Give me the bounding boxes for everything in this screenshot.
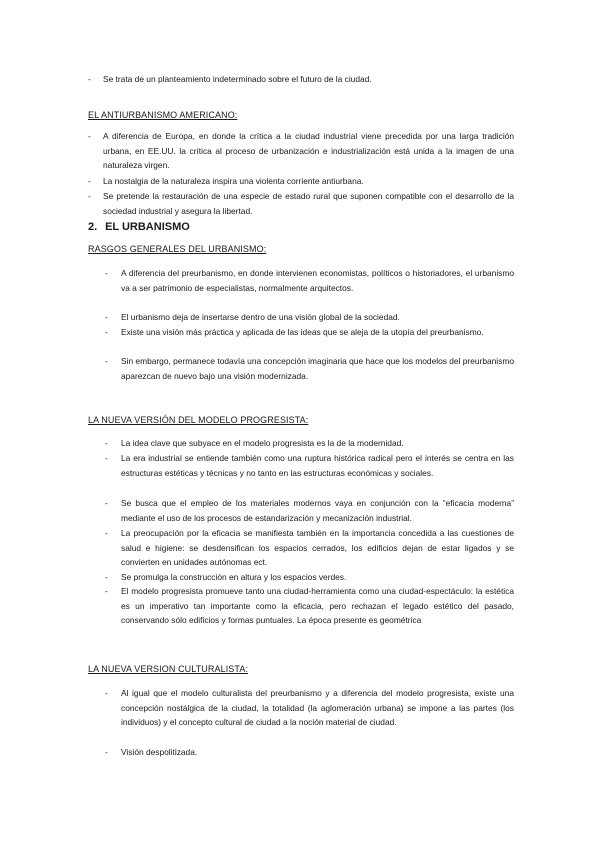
list-item xyxy=(88,174,514,189)
bullet-dash: - xyxy=(105,572,108,582)
list-item-text: Se promulga la construcción en altura y los espacios verdes. xyxy=(121,572,347,582)
list-item xyxy=(105,325,514,340)
list-item-text: Existe una visión más práctica y aplicada de las ideas que se aleja de la utopía del preurbanismo. xyxy=(121,327,484,337)
bullet-dash: - xyxy=(105,453,108,463)
bullet-dash: - xyxy=(105,747,108,757)
list-item-text: Se pretende la restauración de una especie de estado rural que suponen compatible con el desarrollo de la sociedad industrial y asegura la libertad. xyxy=(103,191,514,216)
list-item-text: La nostalgia de la naturaleza inspira una violenta corriente antiurbana. xyxy=(103,176,364,186)
list-item xyxy=(105,745,514,760)
section-heading-urbanismo xyxy=(88,221,190,233)
bullet-dash: - xyxy=(105,498,108,508)
list-item-text: A diferencia del preurbanismo, en donde intervienen economistas, políticos o historiadores, el urbanismo va a ser patrimonio de especialistas, normalmente arquitectos. xyxy=(121,268,514,293)
bullet-dash: - xyxy=(88,131,91,141)
bullet-dash: - xyxy=(105,268,108,278)
section-heading-antiurbanismo: EL ANTIURBANISMO AMERICANO: xyxy=(88,110,238,120)
list-item xyxy=(105,496,514,525)
list-item xyxy=(105,584,514,628)
list-item xyxy=(105,310,514,325)
section-heading-progresista: LA NUEVA VERSIÓN DEL MODELO PROGRESISTA: xyxy=(88,415,309,425)
bullet-dash: - xyxy=(105,688,108,698)
list-item xyxy=(105,570,514,585)
list-item-text: La preocupación por la eficacia se manifiesta también en la importancia concedida a las cuestiones de salud e higiene: se desdensifican los espacios cerrados, los edificios dejan de estar ligados y se convierten en unidades autónomas ect. xyxy=(121,528,514,567)
section-heading-culturalista: LA NUEVA VERSION CULTURALISTA: xyxy=(88,664,249,674)
section-title: EL URBANISMO xyxy=(105,221,190,233)
list-item-text: Al igual que el modelo culturalista del preurbanismo y a diferencia del modelo progresista, existe una concepción nostálgica de la ciudad, la totalidad (la aglomeración urbana) se impone a las partes (los individuos) y el concepto cultural de ciudad a la noción material de ciudad. xyxy=(121,688,514,727)
list-item-text: Se busca que el empleo de los materiales modernos vaya en conjunción con la “eficacia moderna” mediante el uso de los procesos de estandarización y mecanización industrial. xyxy=(121,498,514,523)
section-number: 2. xyxy=(88,221,98,233)
list-item-text: La era industrial se entiende también como una ruptura histórica radical pero el interés se centra en las estructuras estéticas y técnicas y no tanto en las estructuras económicas y sociales. xyxy=(121,453,514,478)
list-item xyxy=(88,72,528,87)
list-item xyxy=(105,526,514,570)
bullet-dash: - xyxy=(88,176,91,186)
list-item-text: La idea clave que subyace en el modelo progresista es la de la modernidad. xyxy=(121,438,404,448)
bullet-dash: - xyxy=(105,312,108,322)
bullet-dash: - xyxy=(105,528,108,538)
list-item-text: Sin embargo, permanece todavía una concepción imaginaria que hace que los modelos del preurbanismo aparezcan de nuevo bajo una visión modernizada. xyxy=(121,356,514,381)
bullet-dash: - xyxy=(88,191,91,201)
list-item xyxy=(88,129,514,173)
list-item-text: Visión despolitizada. xyxy=(121,747,198,757)
list-item xyxy=(105,266,514,295)
list-item-text: El urbanismo deja de insertarse dentro de una visión global de la sociedad. xyxy=(121,312,400,322)
bullet-dash: - xyxy=(105,438,108,448)
list-item xyxy=(88,189,514,218)
list-item-text: A diferencia de Europa, en donde la crítica a la ciudad industrial viene precedida por una larga tradición urbana, en EE.UU. la crítica al proceso de urbanización e industrialización está unida a la imagen de una naturaleza virgen. xyxy=(103,131,514,170)
bullet-dash: - xyxy=(105,356,108,366)
list-item xyxy=(105,451,514,480)
section-heading-rasgos: RASGOS GENERALES DEL URBANISMO: xyxy=(88,244,267,254)
list-item-text: El modelo progresista promueve tanto una ciudad-herramienta como una ciudad-espectáculo: la estética es un imperativo tan importante como la eficacia, pero rechazan el legado estético del pasado, conservando sólo edificios y formas puntuales. La época presente es geométrica xyxy=(121,586,514,625)
bullet-dash: - xyxy=(105,327,108,337)
list-item xyxy=(105,686,514,730)
bullet-dash: - xyxy=(88,74,91,84)
list-item xyxy=(105,436,514,451)
list-item-text: Se trata de un planteamiento indeterminado sobre el futuro de la ciudad. xyxy=(103,74,372,84)
bullet-dash: - xyxy=(105,586,108,596)
list-item xyxy=(105,354,514,383)
